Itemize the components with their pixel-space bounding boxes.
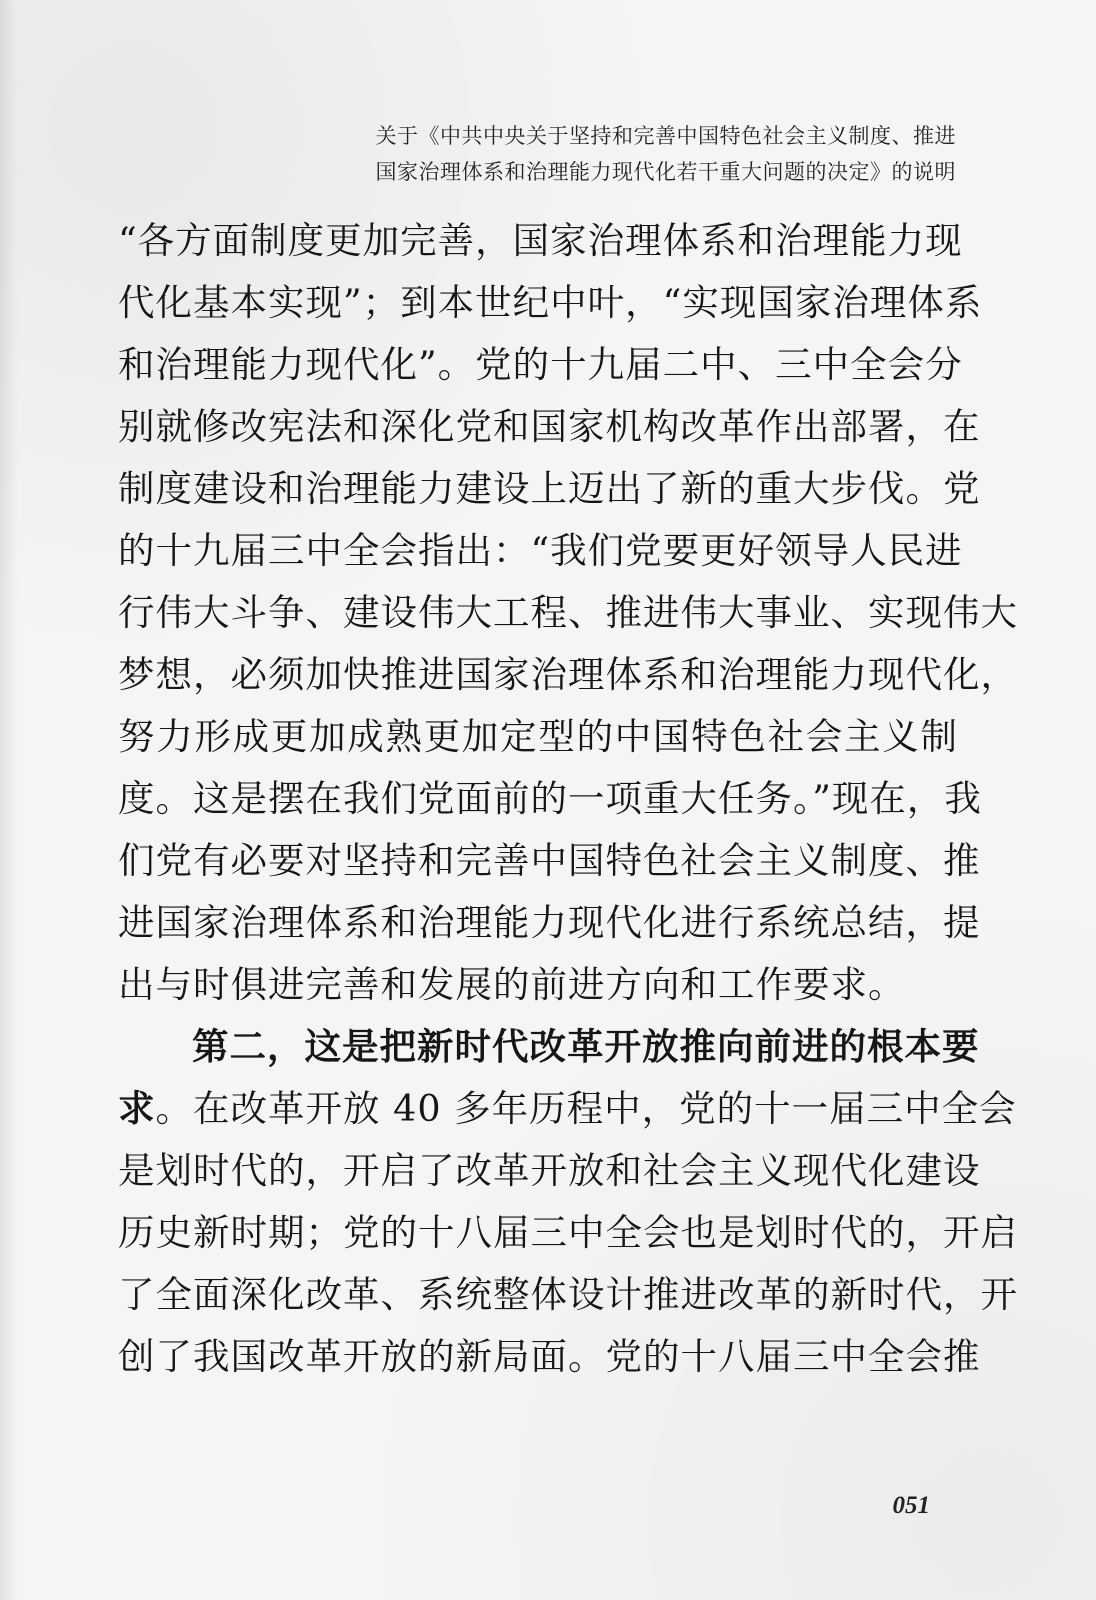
body-line: 努力形成更加成熟更加定型的中国特色社会主义制 <box>118 715 958 758</box>
section-body-line <box>118 1078 1017 1140</box>
body-line: 制度建设和治理能力建设上迈出了新的重大步伐。党 <box>118 467 981 510</box>
running-head <box>196 118 956 190</box>
body-line: 们党有必要对坚持和完善中国特色社会主义制度、推 <box>118 839 981 882</box>
section-body-line: 历史新时期；党的十八届三中全会也是划时代的，开启 <box>118 1211 1018 1254</box>
body-line: 别就修改宪法和深化党和国家机构改革作出部署，在 <box>118 405 981 448</box>
running-head-line-2: 国家治理体系和治理能力现代化若干重大问题的决定》的说明 <box>375 160 956 184</box>
body-line: 代化基本实现”；到本世纪中叶，“实现国家治理体系 <box>118 281 983 324</box>
body-text <box>118 210 1018 1388</box>
body-line: 行伟大斗争、建设伟大工程、推进伟大事业、实现伟大 <box>118 591 1018 634</box>
body-line: 出与时俱进完善和发展的前进方向和工作要求。 <box>118 963 906 1006</box>
body-line: 梦想，必须加快推进国家治理体系和治理能力现代化， <box>118 653 1018 696</box>
running-head-line-1: 关于《中共中央关于坚持和完善中国特色社会主义制度、推进 <box>375 124 956 148</box>
section-body-line: 是划时代的，开启了改革开放和社会主义现代化建设 <box>118 1149 981 1192</box>
section-body-line: 创了我国改革开放的新局面。党的十八届三中全会推 <box>118 1335 981 1378</box>
section-heading-line: 第二，这是把新时代改革开放推向前进的根本要 <box>192 1025 980 1068</box>
section-body-text: 。在改革开放 40 多年历程中，党的十一届三中全会 <box>155 1087 1017 1130</box>
body-line: 的十九届三中全会指出：“我们党要更好领导人民进 <box>118 529 963 572</box>
body-line: 进国家治理体系和治理能力现代化进行系统总结，提 <box>118 901 981 944</box>
section-heading-end: 求 <box>118 1087 156 1130</box>
body-line: 度。这是摆在我们党面前的一项重大任务。”现在，我 <box>118 777 982 820</box>
body-line: “各方面制度更加完善，国家治理体系和治理能力现 <box>118 219 963 262</box>
page-number: 051 <box>892 1492 930 1519</box>
section-body-line: 了全面深化改革、系统整体设计推进改革的新时代，开 <box>118 1273 1018 1316</box>
page-edge-shadow <box>0 0 18 1600</box>
body-line: 和治理能力现代化”。党的十九届二中、三中全会分 <box>118 343 963 386</box>
